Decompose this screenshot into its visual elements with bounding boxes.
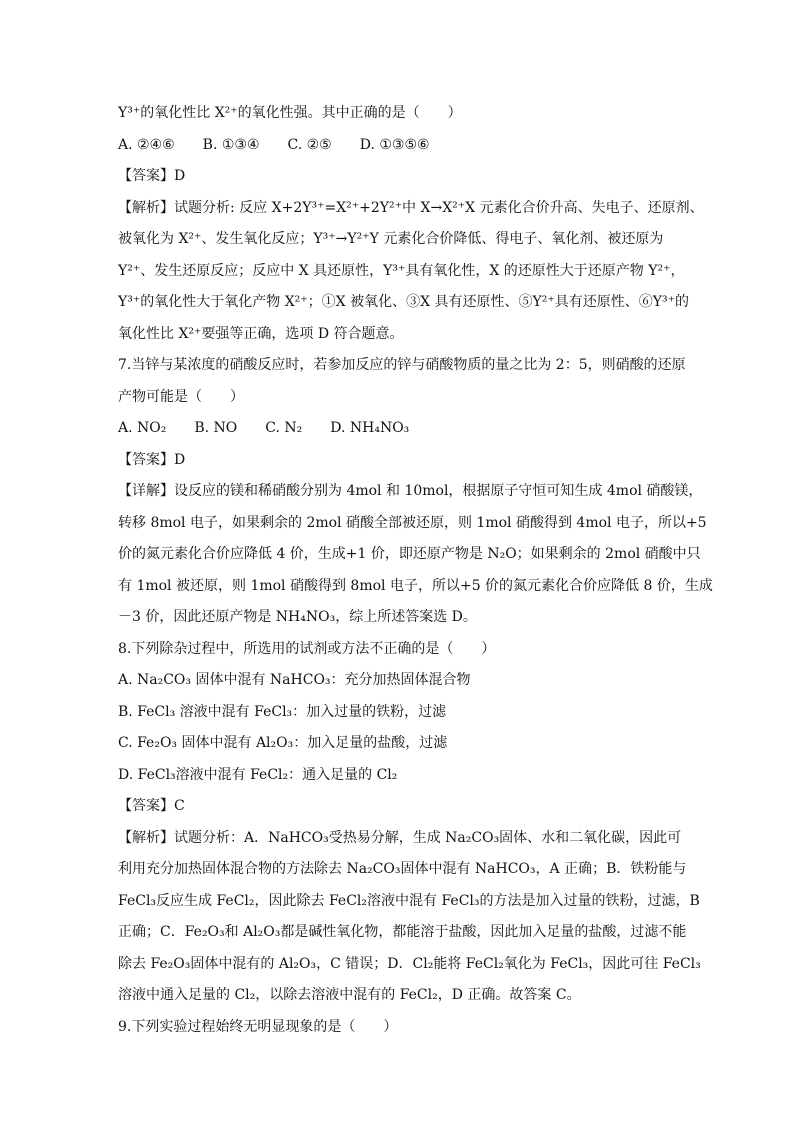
- analysis-line: 正确；C．Fe₂O₃和 Al₂O₃都是碱性氧化物，都能溶于盐酸，因此加入足量的盐酸，过滤不能: [118, 924, 687, 940]
- text-line: Y³⁺的氧化性比 X²⁺的氧化性强。其中正确的是（ ）: [118, 105, 462, 121]
- analysis-line: FeCl₃反应生成 FeCl₂，因此除去 FeCl₂溶液中混有 FeCl₃的方法是加入过量的铁粉，过滤，B: [118, 892, 700, 909]
- options-line: A. NO₂ B. NO C. N₂ D. NH₄NO₃: [118, 420, 410, 436]
- option-line: A. Na₂CO₃ 固体中混有 NaHCO₃：充分加热固体混合物: [118, 672, 471, 688]
- analysis-line: 利用充分加热固体混合物的方法除去 Na₂CO₃固体中混有 NaHCO₃，A 正确；B．铁粉能与: [118, 861, 687, 877]
- question-line: 9.下列实验过程始终无明显现象的是（ ）: [118, 1018, 398, 1035]
- explanation-line: 【详解】设反应的镁和稀硝酸分别为 4mol 和 10mol，根据原子守恒可知生成 4mol 硝酸镁，: [118, 483, 703, 499]
- explanation-line: 转移 8mol 电子，如果剩余的 2mol 硝酸全部被还原，则 1mol 硝酸得到 4mol 电子，所以+5: [118, 514, 707, 531]
- analysis-line: 【解析】试题分析: 反应 X+2Y³⁺=X²⁺+2Y²⁺中 X→X²⁺X 元素化合价升高、失电子、还原剂、: [118, 199, 704, 216]
- question-line: 8.下列除杂过程中，所选用的试剂或方法不正确的是（ ）: [118, 640, 496, 657]
- option-line: D. FeCl₃溶液中混有 FeCl₂：通入足量的 Cl₂: [118, 766, 398, 783]
- answer-line: 【答案】C: [118, 798, 185, 814]
- analysis-line: Y²⁺、发生还原反应；反应中 X 具还原性，Y³⁺具有氧化性，X 的还原性大于还原产物 Y²⁺，: [118, 262, 685, 279]
- answer-line: 【答案】D: [118, 451, 186, 468]
- analysis-line: 溶液中通入足量的 Cl₂，以除去溶液中混有的 FeCl₂，D 正确。故答案 C。: [118, 987, 581, 1003]
- question-line: 7.当锌与某浓度的硝酸反应时，若参加反应的锌与硝酸物质的量之比为 2：5，则硝酸的还原: [118, 357, 686, 373]
- options-line: A. ②④⑥ B. ①③④ C. ②⑤ D. ①③⑤⑥: [118, 136, 430, 153]
- analysis-line: Y³⁺的氧化性大于氧化产物 X²⁺；①X 被氧化、③X 具有还原性、⑤Y²⁺具有还原性、⑥Y³⁺的: [118, 294, 689, 310]
- analysis-line: 【解析】试题分析：A．NaHCO₃受热易分解，生成 Na₂CO₃固体、水和二氧化碳，因此可: [118, 829, 682, 846]
- option-line: B. FeCl₃ 溶液中混有 FeCl₃：加入过量的铁粉，过滤: [118, 703, 447, 720]
- analysis-line: 氧化性比 X²⁺要强等正确，选项 D 符合题意。: [118, 325, 404, 342]
- explanation-line: 有 1mol 被还原，则 1mol 硝酸得到 8mol 电子，所以+5 价的氮元素化合价应降低 8 价，生成: [118, 577, 713, 594]
- document-page: [118, 98, 713, 1043]
- explanation-line: －3 价，因此还原产物是 NH₄NO₃，综上所述答案选 D。: [118, 609, 477, 625]
- analysis-line: 除去 Fe₂O₃固体中混有的 Al₂O₃，C 错误；D．Cl₂能将 FeCl₂氧化为 FeCl₃，因此可往 FeCl₃: [118, 955, 701, 972]
- answer-line: 【答案】D: [118, 168, 186, 184]
- option-line: C. Fe₂O₃ 固体中混有 Al₂O₃：加入足量的盐酸，过滤: [118, 735, 448, 751]
- analysis-line: 被氧化为 X²⁺、发生氧化反应；Y³⁺→Y²⁺Y 元素化合价降低、得电子、氧化剂、被还原为: [118, 231, 664, 247]
- explanation-line: 价的氮元素化合价应降低 4 价，生成+1 价，即还原产物是 N₂O；如果剩余的 2mol 硝酸中只: [118, 546, 701, 562]
- question-line: 产物可能是（ ）: [118, 388, 244, 405]
